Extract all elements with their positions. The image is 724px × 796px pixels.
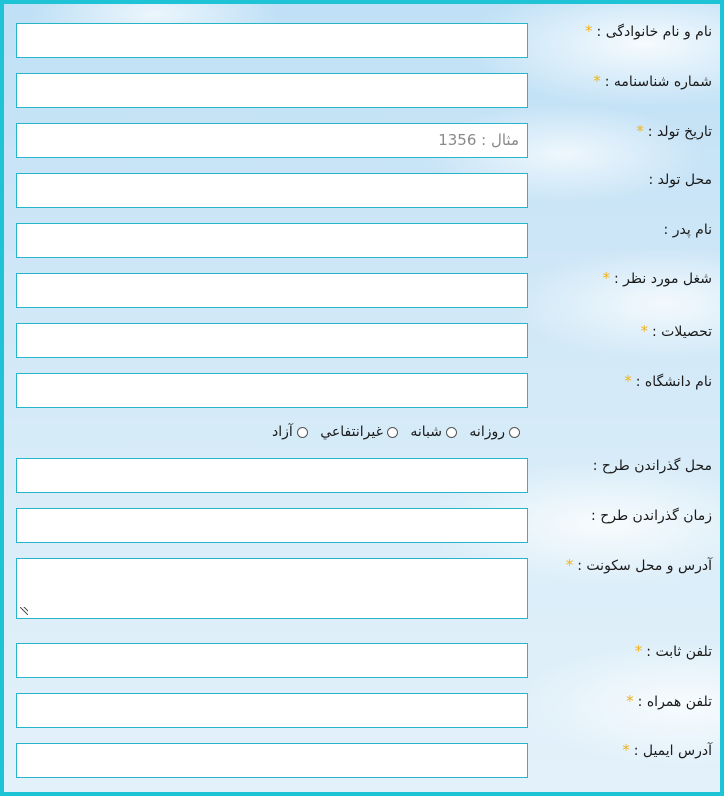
radio-option-daily[interactable]: روزانه — [469, 424, 520, 440]
education-label: تحصیلات :* — [640, 322, 712, 340]
radio-option-evening[interactable]: شبانه — [410, 424, 457, 440]
project-time-input[interactable] — [17, 509, 527, 542]
required-star-icon: * — [634, 642, 643, 660]
required-star-icon: * — [565, 556, 574, 574]
father-name-field[interactable] — [16, 223, 528, 258]
required-star-icon: * — [622, 741, 630, 759]
birth-date-label: تاریخ تولد :* — [636, 122, 712, 140]
address-field[interactable] — [16, 558, 528, 619]
address-label: آدرس و محل سکونت :* — [565, 556, 712, 574]
mobile-input[interactable] — [17, 694, 527, 727]
full-name-label: نام و نام خانوادگی :* — [585, 22, 712, 40]
email-input[interactable] — [17, 744, 527, 777]
birth-place-field[interactable] — [16, 173, 528, 208]
birth-date-field[interactable] — [16, 123, 528, 158]
birth-place-label: محل تولد : — [648, 172, 712, 188]
university-input[interactable] — [17, 374, 527, 407]
project-time-label: زمان گذراندن طرح : — [591, 508, 712, 524]
landline-input[interactable] — [17, 644, 527, 677]
birth-place-input[interactable] — [17, 174, 527, 207]
email-label: آدرس ایمیل :* — [622, 741, 712, 759]
radio-button[interactable] — [509, 427, 520, 438]
id-number-label: شماره شناسنامه :* — [593, 72, 712, 90]
desired-job-field[interactable] — [16, 273, 528, 308]
birth-date-input[interactable] — [17, 124, 527, 157]
desired-job-input[interactable] — [17, 274, 527, 307]
radio-button[interactable] — [297, 427, 308, 438]
full-name-field[interactable] — [16, 23, 528, 58]
project-place-field[interactable] — [16, 458, 528, 493]
email-field[interactable] — [16, 743, 528, 778]
required-star-icon: * — [593, 72, 601, 90]
required-star-icon: * — [624, 372, 632, 390]
project-place-label: محل گذراندن طرح : — [592, 458, 712, 474]
required-star-icon: * — [640, 322, 648, 340]
address-textarea[interactable] — [17, 559, 527, 618]
father-name-label: نام پدر : — [663, 222, 712, 238]
university-field[interactable] — [16, 373, 528, 408]
id-number-field[interactable] — [16, 73, 528, 108]
radio-button[interactable] — [387, 427, 398, 438]
education-input[interactable] — [17, 324, 527, 357]
desired-job-label: شغل مورد نظر :* — [602, 269, 712, 287]
id-number-input[interactable] — [17, 74, 527, 107]
mobile-label: تلفن همراه :* — [626, 692, 712, 710]
required-star-icon: * — [602, 269, 610, 287]
landline-field[interactable] — [16, 643, 528, 678]
project-place-input[interactable] — [17, 459, 527, 492]
education-field[interactable] — [16, 323, 528, 358]
full-name-input[interactable] — [17, 24, 527, 57]
university-label: نام دانشگاه :* — [624, 372, 712, 390]
required-star-icon: * — [636, 122, 644, 140]
required-star-icon: * — [585, 22, 593, 40]
radio-option-nonprofit[interactable]: غیرانتفاعي — [320, 424, 398, 440]
landline-label: تلفن ثابت :* — [634, 642, 712, 660]
required-star-icon: * — [626, 692, 634, 710]
radio-option-azad[interactable]: آزاد — [272, 424, 308, 440]
father-name-input[interactable] — [17, 224, 527, 257]
study-type-radio-group — [264, 424, 520, 442]
radio-button[interactable] — [446, 427, 457, 438]
mobile-field[interactable] — [16, 693, 528, 728]
project-time-field[interactable] — [16, 508, 528, 543]
resize-grip-icon[interactable] — [20, 607, 28, 615]
